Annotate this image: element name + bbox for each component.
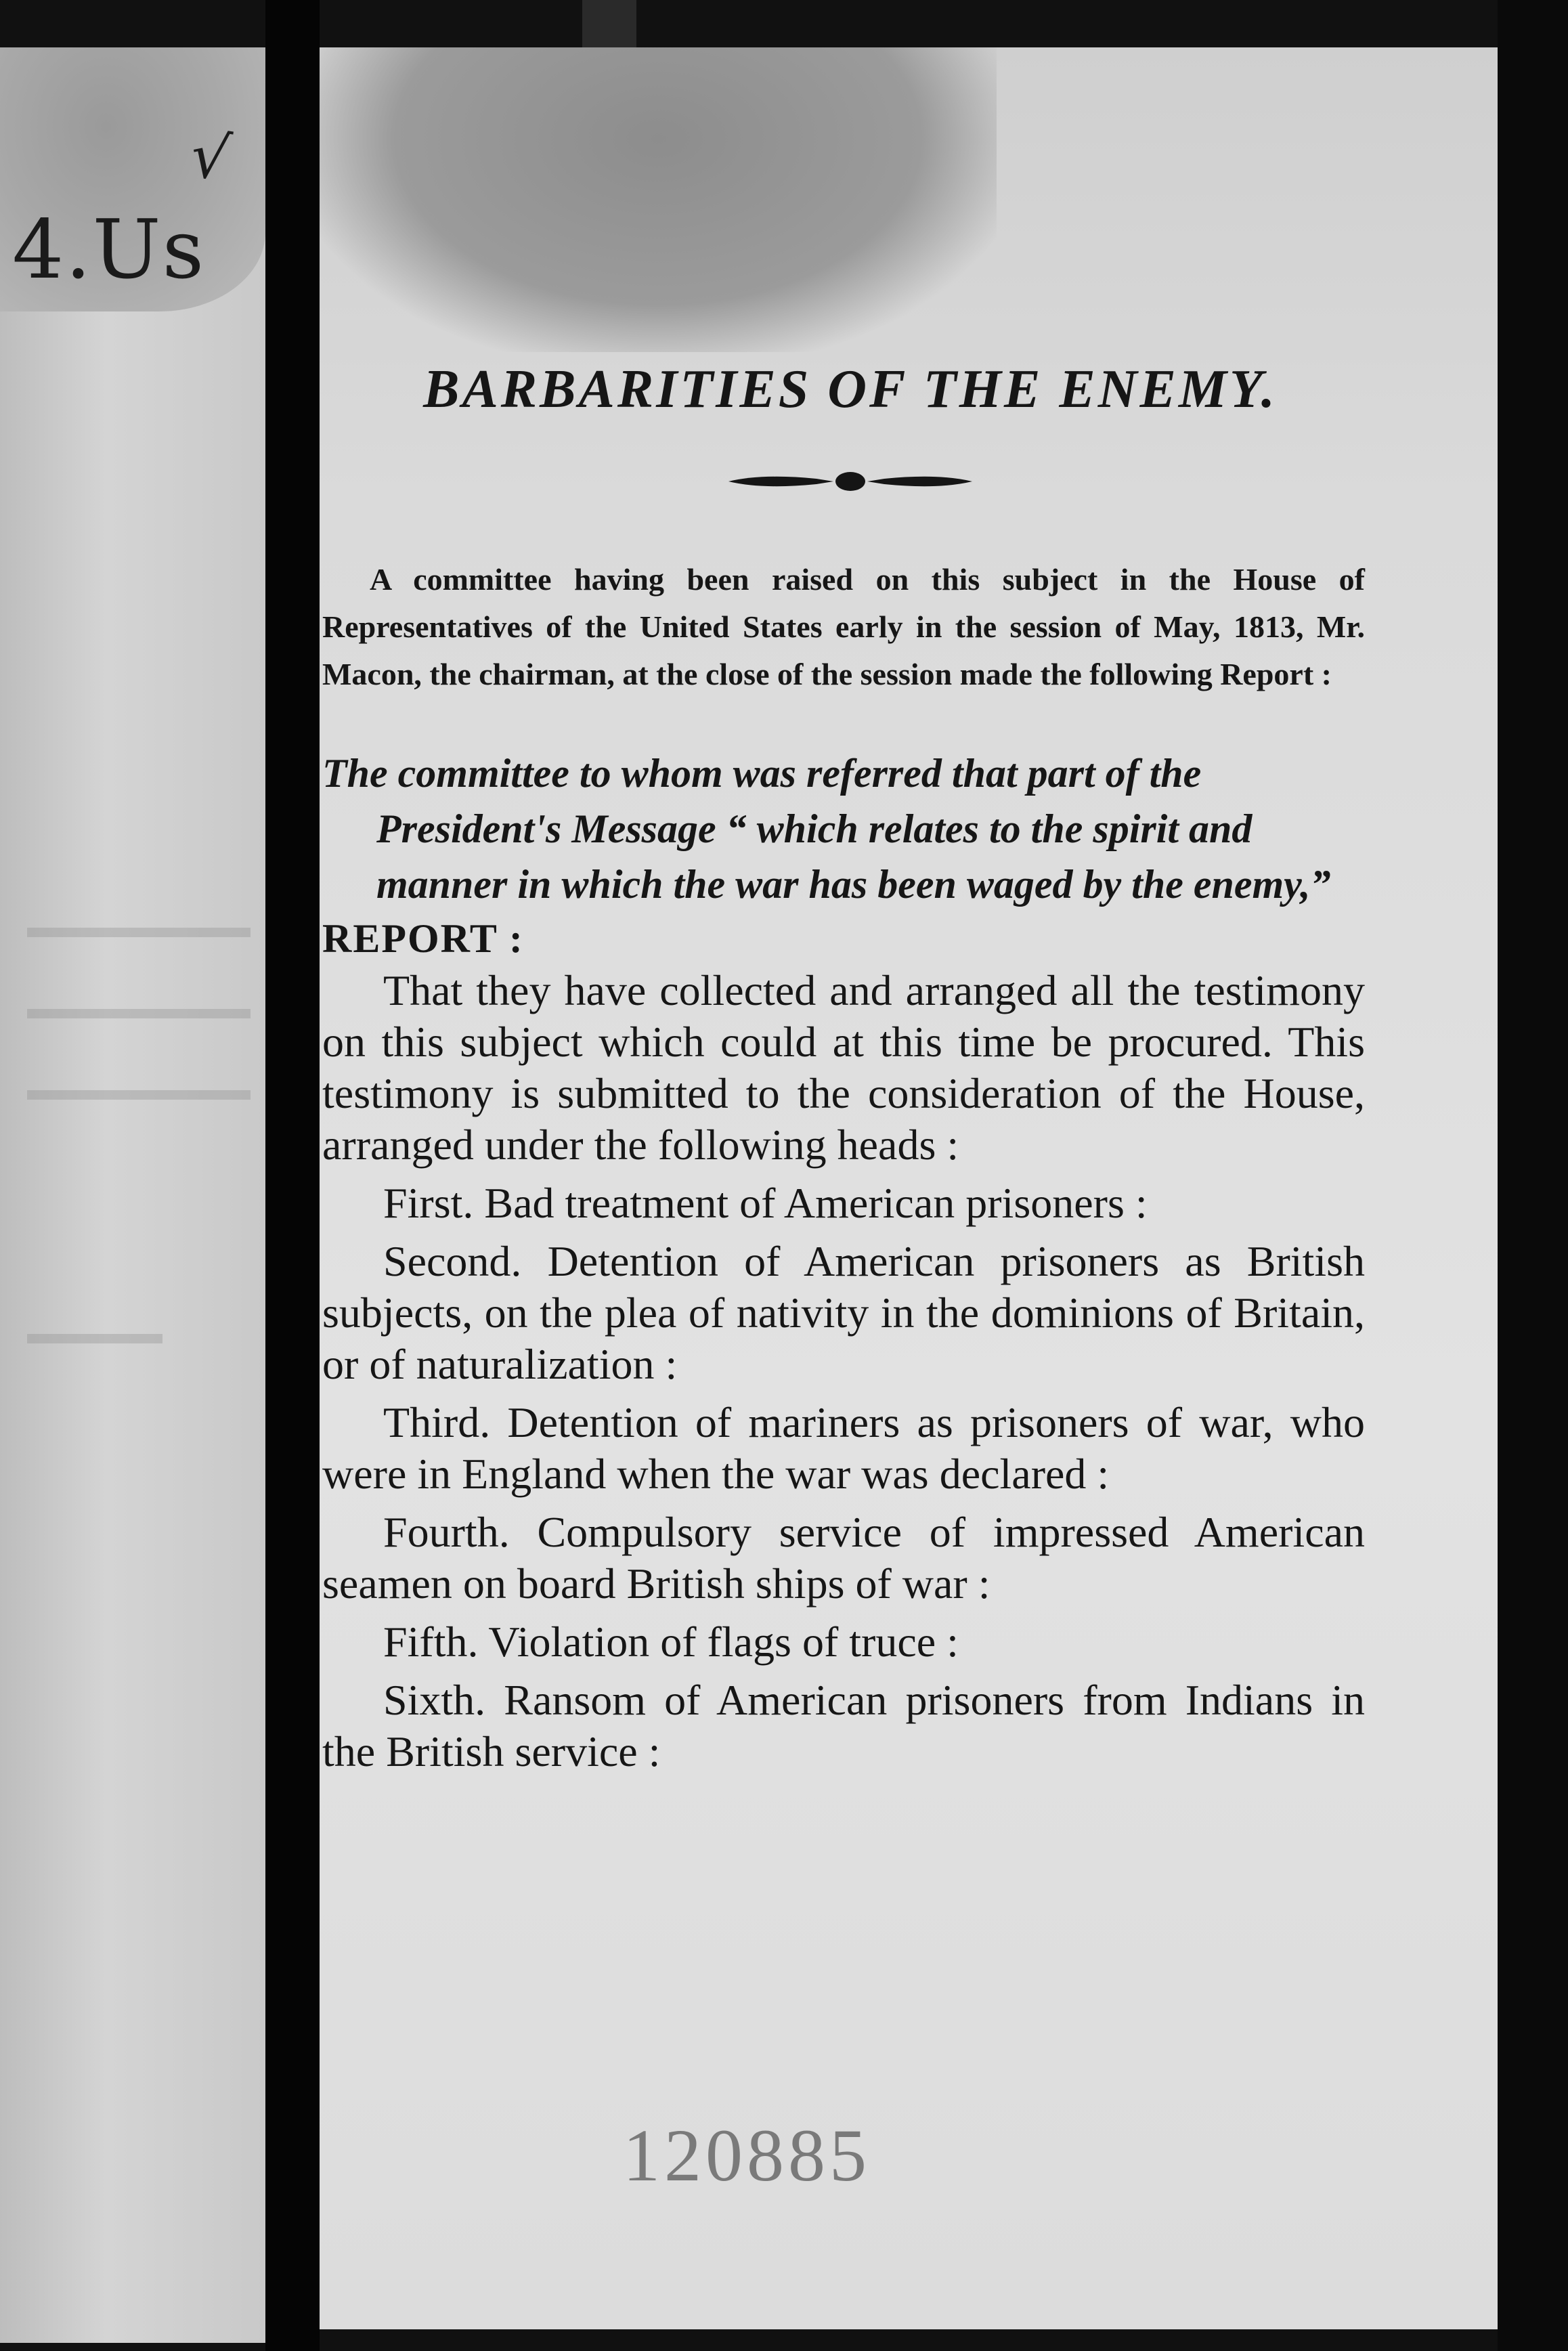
report-paragraph: That they have collected and arranged all the testimony on this subject which could at this time be procured. This testimony is submitted to the consideration of the House, arranged under the following heads : xyxy=(322,966,1365,1169)
report-paragraph: Sixth. Ransom of American prisoners from Indians in the British service : xyxy=(322,1676,1365,1775)
report-body xyxy=(322,965,1378,1777)
bleed-through-line xyxy=(27,1090,251,1100)
bleed-through-line xyxy=(27,928,251,937)
report-heading: REPORT : xyxy=(322,916,524,961)
binding-gutter xyxy=(265,0,320,2351)
report-paragraph: Fifth. Violation of flags of truce : xyxy=(383,1618,959,1666)
bleed-through-line xyxy=(27,1334,162,1343)
bleed-through-line xyxy=(27,1009,251,1018)
scan-artifact xyxy=(582,0,636,47)
page-edge-shadow xyxy=(1498,0,1568,2351)
document-body xyxy=(322,359,1378,1784)
report-paragraph: Second. Detention of American prisoners as British subjects, on the plea of nativity in the dominions of Britain, or of naturalization : xyxy=(322,1237,1365,1388)
ornament-rule-icon xyxy=(722,468,979,495)
report-paragraph: First. Bad treatment of American prisoners : xyxy=(383,1179,1148,1227)
ornamental-divider xyxy=(322,461,1378,502)
report-paragraph: Fourth. Compulsory service of impressed American seamen on board British ships of war : xyxy=(322,1508,1365,1608)
document-title: BARBARITIES OF THE ENEMY. xyxy=(423,360,1278,419)
handwritten-shelf-mark: 4.Us xyxy=(12,203,206,297)
report-paragraph: Third. Detention of mariners as prisoners of war, who were in England when the war was declared : xyxy=(322,1398,1365,1498)
intro-paragraph: A committee having been raised on this subject in the House of Representatives of the United States early in the session of May, 1813, Mr. Macon, the chairman, at the close of the session made the following Report : xyxy=(322,562,1365,691)
handwritten-tick-mark: √ xyxy=(186,119,235,196)
committee-reference: The committee to whom was referred that part of the President's Message “ which relates to the spirit and manner in which the war has been waged by the enemy,” xyxy=(322,751,1331,907)
left-page-fragment xyxy=(0,47,265,2343)
library-accession-number: 120885 xyxy=(623,2114,871,2197)
water-stain xyxy=(320,47,997,352)
